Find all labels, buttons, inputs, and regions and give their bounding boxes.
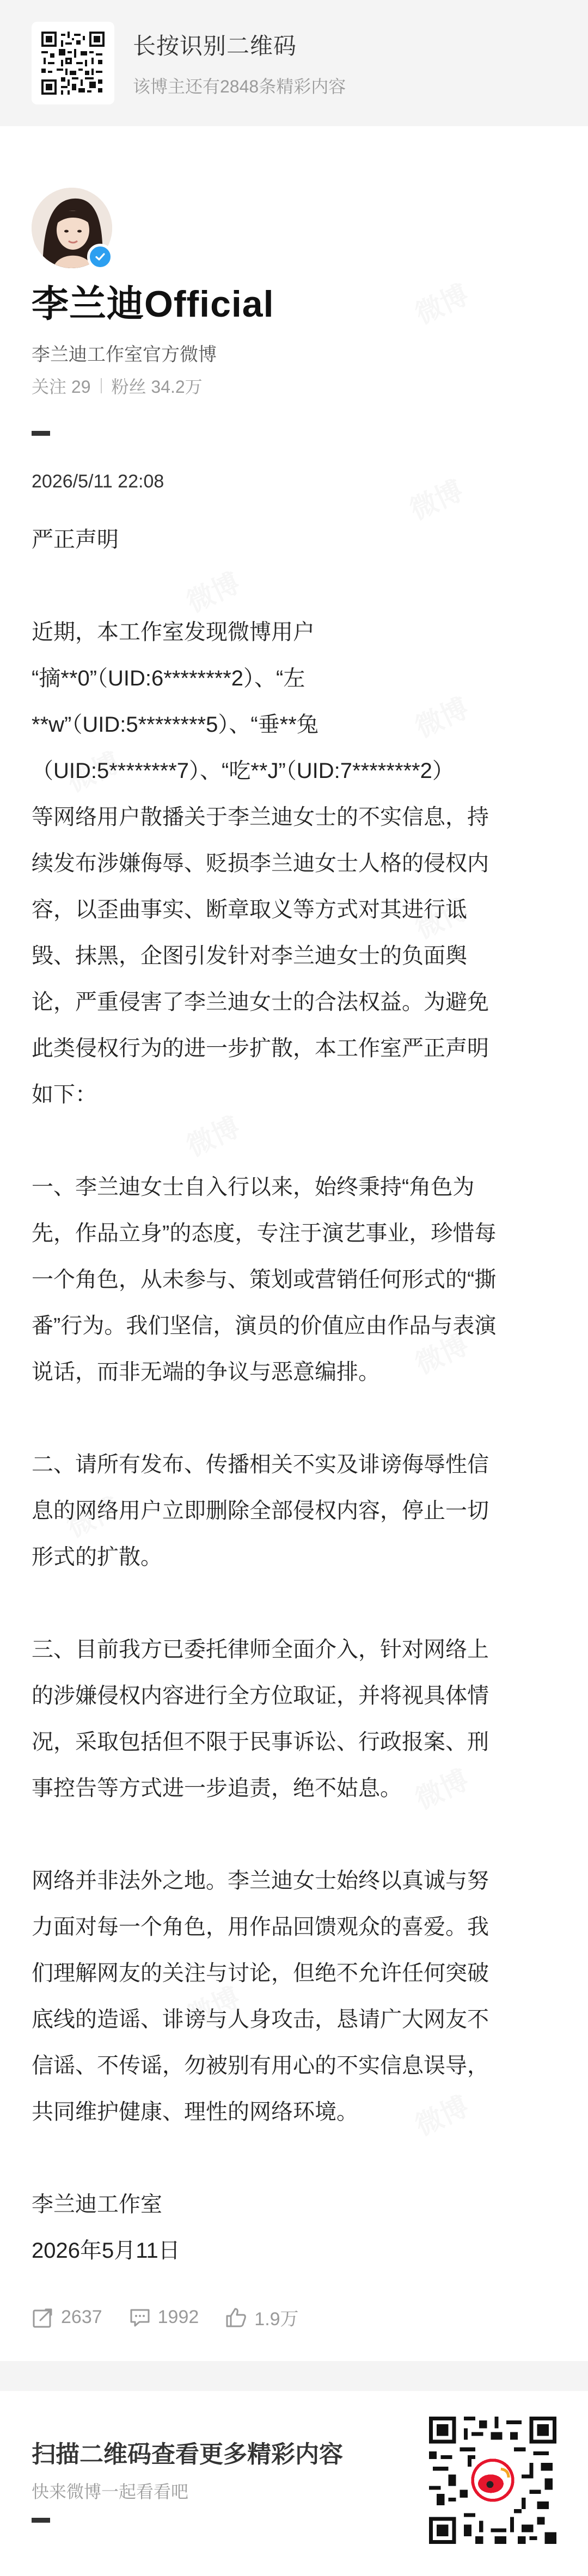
post-text-line: 力面对每一个角色，用作品回馈观众的喜爱。我 [32, 1915, 489, 1939]
section-divider [32, 431, 50, 436]
post-text-line: 一、李兰迪女士自入行以来，始终秉持“角色为 [32, 1175, 475, 1199]
post-text-line: （UID:5********7）、“吃**J”（UID:7********2） [32, 759, 454, 783]
post-text-line: 说话，而非无端的争议与恶意编排。 [32, 1360, 380, 1384]
banner-subtitle: 该博主还有2848条精彩内容 [133, 77, 346, 96]
post-text-line: 们理解网友的关注与讨论，但绝不允许任何突破 [32, 1961, 489, 1985]
followers-count: 粉丝 34.2万 [111, 377, 203, 397]
post-text-line: 况，采取包括但不限于民事诉讼、行政报案、刑 [32, 1730, 489, 1754]
author-name[interactable]: 李兰迪Official [32, 283, 274, 325]
post-text-line: 三、目前我方已委托律师全面介入，针对网络上 [32, 1638, 489, 1661]
paragraph-gap [32, 1395, 556, 1442]
qr-code-icon[interactable] [32, 22, 114, 104]
post-text-line: 网络并非法外之地。李兰迪女士始终以真诚与努 [32, 1869, 489, 1893]
comment-icon [128, 2306, 151, 2329]
post-text-line: 信谣、不传谣，勿被别有用心的不实信息误导， [32, 2054, 489, 2078]
post-text-line: 二、请所有发布、传播相关不实及诽谤侮辱性信 [32, 1453, 489, 1477]
post-body [32, 517, 556, 2274]
footer-qr-code-icon[interactable] [429, 2417, 556, 2544]
verified-badge-icon [87, 244, 113, 270]
footer-title: 扫描二维码查看更多精彩内容 [32, 2441, 343, 2468]
like-icon [225, 2306, 248, 2329]
like-count: 1.9万 [254, 2309, 299, 2330]
post-text-line: 论，严重侵害了李兰迪女士的合法权益。为避免 [32, 990, 489, 1014]
author-description: 李兰迪工作室官方微博 [32, 344, 217, 365]
post-text-line: 续发布涉嫌侮辱、贬损李兰迪女士人格的侵权内 [32, 851, 489, 875]
paragraph-gap [32, 563, 556, 609]
paragraph-gap [32, 1580, 556, 1627]
banner-title: 长按识别二维码 [133, 33, 297, 59]
post-text-line: 先，作品立身”的态度，专注于演艺事业，珍惜每 [32, 1221, 497, 1245]
author-stats [32, 373, 203, 398]
post-text-line: 番”行为。我们坚信，演员的价值应由作品与表演 [32, 1314, 497, 1338]
footer-subtitle: 快来微博一起看看吧 [32, 2482, 189, 2501]
post-text-line: 底线的造谣、诽谤与人身攻击，恳请广大网友不 [32, 2007, 489, 2031]
post-text-line: 如下： [32, 1083, 97, 1107]
following-count: 关注 29 [32, 377, 91, 397]
paragraph-gap [32, 1812, 556, 1858]
post-text-line: **w”（UID:5********5）、“垂**兔 [32, 713, 318, 737]
post-text-line: 一个角色，从未参与、策划或营销任何形式的“撕 [32, 1268, 497, 1292]
comment-button[interactable] [128, 2306, 199, 2329]
post-datetime: 2026/5/11 22:08 [32, 471, 164, 492]
post-text-line: 严正声明 [32, 528, 119, 552]
top-qr-banner [0, 0, 588, 126]
post-text-line: 近期，本工作室发现微博用户 [32, 620, 315, 644]
stats-divider [101, 378, 102, 393]
action-bar [32, 2304, 325, 2331]
comment-count: 1992 [157, 2307, 199, 2327]
paragraph-gap [32, 1118, 556, 1164]
paragraph-gap [32, 2135, 556, 2182]
post-text-line: 息的网络用户立即删除全部侵权内容，停止一切 [32, 1499, 489, 1523]
post-text-line: 此类侵权行为的进一步扩散，本工作室严正声明 [32, 1036, 489, 1060]
post-text-line: 的涉嫌侵权内容进行全方位取证，并将视具体情 [32, 1684, 489, 1708]
post-text-line: 共同维护健康、理性的网络环境。 [32, 2100, 358, 2124]
repost-count: 2637 [61, 2307, 102, 2327]
like-button[interactable] [225, 2304, 298, 2331]
watermark [408, 273, 474, 332]
post-text-line: 李兰迪工作室 [32, 2192, 162, 2216]
post-text-line: 事控告等方式进一步追责，绝不姑息。 [32, 1776, 402, 1800]
post-text-line: 2026年5月11日 [32, 2239, 180, 2263]
post-text-line: 容，以歪曲事实、断章取义等方式对其进行诋 [32, 898, 467, 922]
post-text-line: 等网络用户散播关于李兰迪女士的不实信息，持 [32, 805, 489, 829]
post-text-line: “摘**0”（UID:6********2）、“左 [32, 666, 305, 690]
repost-icon [32, 2306, 54, 2329]
post-text-line: 形式的扩散。 [32, 1545, 162, 1569]
post-text-line: 毁、抹黑，企图引发针对李兰迪女士的负面舆 [32, 944, 467, 968]
footer-divider [32, 2518, 50, 2523]
repost-button[interactable] [32, 2306, 102, 2329]
